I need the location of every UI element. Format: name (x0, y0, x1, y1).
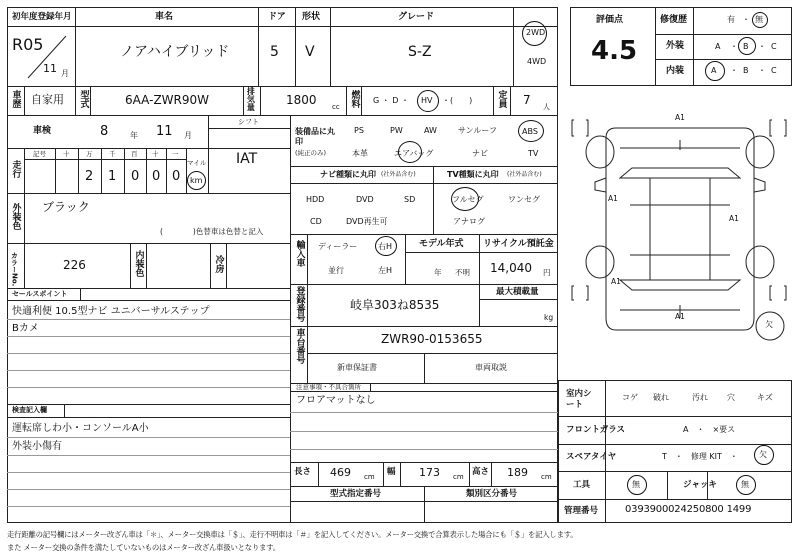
seat-dirt: 汚れ (692, 393, 708, 402)
tools-label: 工具 (573, 480, 591, 490)
tv-label: TV種類に丸印 (447, 170, 499, 179)
color-no-label: カラーNo. (10, 252, 19, 287)
sales-point-label: セールスポイント (12, 290, 68, 298)
color-no-value: 226 (63, 258, 86, 272)
inspection-year: 8 (100, 124, 109, 139)
capacity-label: 定員 (496, 90, 507, 108)
navi-sub: (社外品含む) (381, 171, 416, 178)
door-label: ドア (268, 12, 286, 22)
exterior-dot2: ・ (758, 42, 766, 51)
mile-label: マイル (187, 159, 207, 167)
exterior-opt-c: C (771, 42, 777, 51)
width-unit: cm (453, 473, 464, 481)
repair-opt-dot: ・ (742, 15, 750, 24)
exterior-label: 外装 (666, 41, 685, 51)
interior-opt-c: C (771, 66, 777, 75)
import-label: 輸入車 (294, 240, 305, 267)
equip-ps: PS (354, 126, 364, 135)
tv-analog: アナログ (453, 217, 485, 226)
recycle-unit: 円 (543, 268, 551, 277)
shift-label: シフト (238, 118, 259, 126)
door-value: 5 (270, 44, 279, 60)
management-value: 0393900024250800 1499 (625, 504, 752, 515)
footer-line-1: 走行距離の記号欄にはメーター改ざん車は「＊」、メーター交換車は「＄」、走行不明車は「＃」を記入してください。メーター交換で合算表示した場合にも「＄」を記入します。 (7, 530, 578, 539)
navi-cd: CD (310, 217, 322, 226)
mileage-label: 走行 (10, 160, 21, 178)
mileage-unit: km (190, 176, 203, 185)
fuel-label: 燃料 (349, 90, 360, 108)
equip-aw: AW (424, 126, 437, 135)
import-rh: 右H (378, 242, 393, 251)
spare-tire-selected: 欠 (759, 450, 767, 459)
first-registration-year: R05 (12, 35, 44, 54)
digit-label-10k: 万 (86, 150, 93, 158)
inspection-label: 車検 (33, 126, 52, 136)
damage-mark-right: A1 (729, 214, 739, 223)
height-unit: cm (541, 473, 552, 481)
equip-leather: 本革 (352, 149, 368, 158)
mileage-digit-1: 2 (85, 169, 94, 184)
interior-dot: ・ (730, 66, 738, 75)
damage-mark-rear: A1 (675, 312, 685, 321)
score-label: 評価点 (596, 15, 624, 25)
chassis-label: 車台番号 (294, 328, 305, 364)
ac-label: 冷房 (213, 255, 224, 273)
tv-sub: (社外品含む) (507, 171, 542, 178)
digit-label-one: 一 (172, 150, 179, 158)
shape-value: V (305, 44, 315, 60)
tv-oneseg: ワンセグ (508, 195, 540, 204)
interior-color-label: 内装色 (133, 250, 144, 277)
type-designation-label: 型式指定番号 (330, 489, 382, 499)
digit-label-ten: 十 (152, 150, 159, 158)
equip-navi: ナビ (472, 149, 488, 158)
first-registration-month: 11 (43, 62, 57, 75)
seat-hole: 穴 (727, 393, 735, 402)
navi-hdd: HDD (306, 195, 325, 204)
navi-dvd-playback: DVD再生可 (346, 217, 388, 226)
max-load-label: 最大積載量 (496, 287, 539, 297)
grade-label: グレード (398, 12, 435, 22)
height-value: 189 (507, 466, 528, 479)
length-unit: cm (364, 473, 375, 481)
damage-mark-left-rear: A1 (611, 277, 621, 286)
length-value: 469 (330, 466, 351, 479)
mileage-symbol-label: 記号 (33, 150, 46, 158)
car-history-value: 自家用 (31, 93, 64, 106)
interior-dot2: ・ (758, 66, 766, 75)
capacity-unit: 人 (543, 103, 550, 111)
mileage-digit-4: 0 (152, 169, 161, 184)
model-year-unknown: 不明 (455, 268, 470, 277)
tv-fullseg: フルセグ (452, 195, 484, 204)
equipment-label: 装備品に丸印 (295, 127, 335, 146)
windshield-label: フロントガラス (566, 425, 625, 435)
exterior-color-value: ブラック (42, 200, 90, 214)
interior-label: 内装 (666, 66, 685, 76)
spare-tire-label: スペアタイヤ (566, 452, 617, 462)
shift-value: IAT (236, 151, 258, 167)
max-load-unit: kg (544, 313, 554, 322)
equip-sunroof: サンルーフ (458, 126, 497, 135)
width-value: 173 (419, 466, 440, 479)
car-name-label: 車名 (155, 12, 174, 22)
navi-dvd: DVD (356, 195, 374, 204)
grade-value: S-Z (408, 44, 432, 60)
inspector-line-2: 外装小傷有 (12, 441, 62, 452)
management-label: 管理番号 (564, 506, 599, 516)
score-value: 4.5 (591, 36, 638, 66)
seat-tear: 破れ (653, 393, 669, 402)
inspection-year-unit: 年 (130, 131, 138, 140)
recycle-label: リサイクル預託金 (483, 239, 554, 249)
seat-scratch: キズ (757, 393, 773, 402)
import-parallel: 並行 (328, 266, 344, 275)
inspection-month-unit: 月 (184, 131, 192, 140)
windshield-options: A ・ ×要ス (683, 425, 736, 434)
new-car-warranty-label: 新車保証書 (337, 363, 377, 372)
displacement-unit: cc (332, 103, 340, 111)
shape-label: 形状 (302, 12, 321, 22)
damage-mark-left-front: A1 (608, 194, 618, 203)
exterior-opt-b: B (743, 42, 749, 51)
notes-label: 注意事項・不具合箇所 (296, 383, 361, 391)
inspection-month: 11 (156, 124, 173, 139)
color-change-note: ( )色替車は色替と記入 (160, 227, 264, 236)
displacement-value: 1800 (286, 93, 317, 107)
digit-label-100: 百 (131, 150, 138, 158)
length-label: 長さ (294, 467, 312, 477)
repair-opt-yes: 有 (727, 15, 735, 24)
fuel-options: G ・ D ・ (373, 96, 409, 105)
car-history-label: 車歴 (10, 90, 21, 108)
jack-label: ジャッキ (683, 480, 717, 490)
model-value: 6AA-ZWR90W (125, 93, 210, 107)
footer-line-2: また メーター交換の条件を満たしていないものはメーター改ざん車扱いとなります。 (7, 543, 280, 552)
damage-mark-front: A1 (675, 113, 685, 122)
mileage-digit-5: 0 (172, 169, 181, 184)
spare-tire-options: T ・ 修理 KIT ・ (662, 452, 738, 461)
registration-value: 岐阜303ね8535 (350, 298, 440, 312)
model-label: 型式 (78, 90, 89, 108)
mileage-digit-3: 0 (131, 169, 140, 184)
equip-airbag: エアバッグ (394, 149, 434, 158)
displacement-label: 排気量 (246, 87, 256, 111)
import-lh: 左H (378, 266, 393, 275)
seat-burn: コゲ (622, 393, 638, 402)
class-number-label: 類別区分番号 (466, 489, 518, 499)
interior-opt-a: A (711, 66, 717, 75)
interior-opt-b: B (743, 66, 749, 75)
damage-mark-missing: 欠 (765, 320, 773, 329)
tools-value: 無 (632, 480, 640, 489)
interior-seat-label: 室内シート (566, 389, 592, 411)
repair-history-label: 修復歴 (660, 15, 688, 25)
digit-label-10: 十 (63, 150, 70, 158)
fuel-other: ・( ) (442, 96, 473, 105)
digit-label-1k: 千 (109, 150, 116, 158)
registration-label: 登録番号 (294, 286, 305, 322)
import-dealer: ディーラー (318, 242, 358, 251)
exterior-dot: ・ (730, 42, 738, 51)
navi-sd: SD (404, 195, 416, 204)
inspector-label: 検査記入欄 (12, 406, 47, 414)
inspector-line-1: 運転席しわ小・コンソールA小 (12, 423, 149, 434)
first-registration-label: 初年度登録年月 (12, 12, 72, 22)
recycle-value: 14,040 (490, 261, 532, 275)
model-year-unit: 年 (434, 268, 442, 277)
car-name-value: ノアハイブリッド (120, 44, 230, 60)
model-year-label: モデル年式 (419, 239, 464, 249)
drive-2wd: 2WD (526, 28, 546, 37)
equip-abs: ABS (522, 127, 538, 136)
capacity-value: 7 (523, 93, 531, 107)
notes-value: フロアマットなし (296, 395, 376, 406)
manual-label: 車両取説 (475, 363, 507, 372)
month-unit: 月 (61, 69, 69, 78)
sales-line-2: Bカメ (12, 323, 39, 334)
sales-line-1: 快適利便 10.5型ナビ ユニバーサルステップ (12, 306, 210, 317)
navi-label: ナビ種類に丸印 (320, 170, 376, 179)
width-label: 幅 (387, 467, 396, 477)
equip-pw: PW (390, 126, 403, 135)
jack-value: 無 (741, 480, 749, 489)
drive-4wd: 4WD (527, 57, 547, 66)
chassis-value: ZWR90-0153655 (381, 332, 483, 346)
equip-tv: TV (528, 149, 539, 158)
exterior-color-label: 外装色 (10, 203, 21, 230)
height-label: 高さ (472, 467, 490, 477)
exterior-opt-a: A (715, 42, 721, 51)
fuel-selected: HV (421, 96, 433, 105)
repair-opt-no: 無 (755, 15, 763, 24)
mileage-digit-2: 1 (108, 169, 117, 184)
equipment-sub: (純正のみ) (295, 149, 327, 157)
